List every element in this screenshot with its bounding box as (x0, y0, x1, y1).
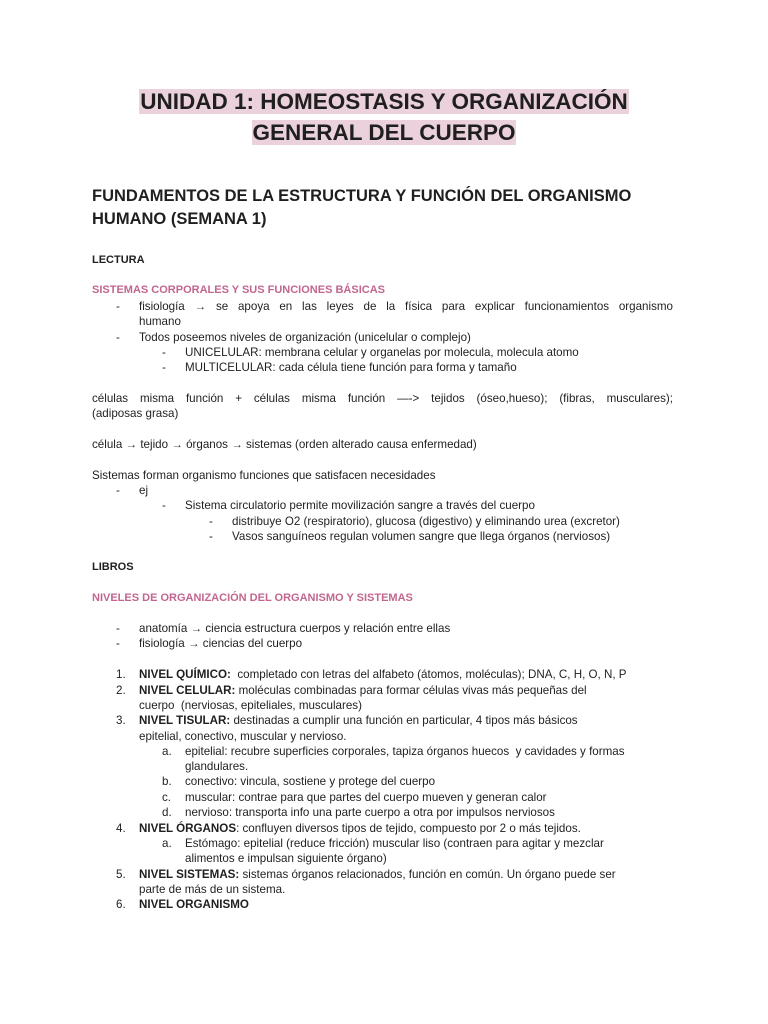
list-number: 5. (116, 868, 126, 881)
lectura-label: LECTURA (92, 254, 145, 266)
level-sistemas (139, 867, 616, 882)
list-item-fisiologia-line-2: humano (139, 315, 181, 328)
tissue-nervioso: nervioso: transporta info una parte cuerpo a otra por impulsos nerviosos (185, 806, 555, 819)
title-line-1: UNIDAD 1: HOMEOSTASIS Y ORGANIZACIÓN (140, 89, 628, 114)
bullet-marker: - (209, 530, 213, 543)
level-tisular-text: destinadas a cumplir una función en particular, 4 tipos más básicos (230, 714, 578, 727)
bullet-marker: - (162, 499, 166, 512)
bullet-marker: - (116, 300, 120, 313)
level-sistemas-line-2: parte de más de un sistema. (139, 883, 286, 896)
bullet-marker: - (162, 361, 166, 374)
level-celular-text: moléculas combinadas para formar células vivas más pequeñas del (235, 684, 587, 697)
organ-estomago-line-1: Estómago: epitelial (reduce fricción) muscular liso (contraen para agitar y mezclar (185, 837, 604, 850)
organ-estomago-line-2: alimentos e impulsan siguiente órgano) (185, 852, 387, 865)
document-title (0, 86, 768, 148)
level-celular-title: NIVEL CELULAR: (139, 684, 236, 697)
list-item-niveles: Todos poseemos niveles de organización (unicelular o complejo) (139, 331, 471, 344)
level-organismo-title: NIVEL ORGANISMO (139, 898, 249, 911)
list-item-fisiologia-line-1: fisiología → se apoya en las leyes de la física para explicar funcionamientos organismo (139, 300, 673, 313)
level-tisular-title: NIVEL TISULAR: (139, 714, 231, 727)
title-line-2: GENERAL DEL CUERPO (252, 120, 516, 145)
level-organos (139, 821, 581, 836)
level-celular-line-2: cuerpo (nerviosas, epiteliales, musculares) (139, 699, 362, 712)
tissue-conectivo: conectivo: vincula, sostiene y protege del cuerpo (185, 775, 436, 788)
level-tisular (139, 713, 578, 728)
tissue-muscular: muscular: contrae para que partes del cuerpo mueven y generan calor (185, 791, 547, 804)
tissue-epitelial-line-1: epitelial: recubre superficies corporales, tapiza órganos huecos y cavidades y formas (185, 745, 625, 758)
bullet-marker: - (162, 346, 166, 359)
list-number: 3. (116, 714, 126, 727)
level-celular (139, 683, 587, 698)
tissue-epitelial-line-2: glandulares. (185, 760, 249, 773)
section-heading (92, 185, 692, 231)
libros-label: LIBROS (92, 561, 134, 573)
level-sistemas-title: NIVEL SISTEMAS: (139, 868, 240, 881)
level-organos-text: : confluyen diversos tipos de tejido, compuesto por 2 o más tejidos. (236, 822, 581, 835)
list-number: 6. (116, 898, 126, 911)
section-heading-line-1: FUNDAMENTOS DE LA ESTRUCTURA Y FUNCIÓN DEL ORGANISMO (92, 187, 632, 205)
list-item-anatomia: anatomía → ciencia estructura cuerpos y relación entre ellas (139, 622, 451, 635)
level-organos-title: NIVEL ÓRGANOS (139, 822, 237, 835)
list-item-unicelular: UNICELULAR: membrana celular y organelas por molecula, molecula atomo (185, 346, 579, 359)
list-number: 4. (116, 822, 126, 835)
bullet-marker: - (116, 622, 120, 635)
paragraph-tejidos-line-1: células misma función + células misma función —-> tejidos (óseo,hueso); (fibras, musculares); (92, 392, 673, 405)
paragraph-sistemas: Sistemas forman organismo funciones que satisfacen necesidades (92, 469, 436, 482)
list-item-multicelular: MULTICELULAR: cada célula tiene función para forma y tamaño (185, 361, 517, 374)
list-item-fisiologia: fisiología → ciencias del cuerpo (139, 637, 303, 650)
list-letter: d. (162, 806, 172, 819)
level-sistemas-text: sistemas órganos relacionados, función en común. Un órgano puede ser (239, 868, 616, 881)
list-item-distribuye: distribuye O2 (respiratorio), glucosa (digestivo) y eliminando urea (excretor) (232, 515, 620, 528)
level-tisular-line-2: epitelial, conectivo, muscular y nervioso. (139, 730, 347, 743)
bullet-marker: - (116, 637, 120, 650)
lectura-subheading: SISTEMAS CORPORALES Y SUS FUNCIONES BÁSICAS (92, 284, 385, 296)
bullet-marker: - (209, 515, 213, 528)
list-item-vasos: Vasos sanguíneos regulan volumen sangre que llega órganos (nerviosos) (232, 530, 611, 543)
list-letter: a. (162, 745, 172, 758)
list-letter: c. (162, 791, 172, 804)
level-quimico (139, 667, 627, 682)
list-item-circulatorio: Sistema circulatorio permite movilización sangre a través del cuerpo (185, 499, 535, 512)
list-item-ej: ej (139, 484, 149, 497)
section-heading-line-2: HUMANO (SEMANA 1) (92, 210, 267, 228)
list-number: 2. (116, 684, 126, 697)
level-organismo (139, 897, 249, 912)
list-number: 1. (116, 668, 126, 681)
paragraph-tejidos-line-2: (adiposas grasa) (92, 407, 179, 420)
bullet-marker: - (116, 331, 120, 344)
paragraph-jerarquia: célula → tejido → órganos → sistemas (orden alterado causa enfermedad) (92, 438, 477, 451)
level-quimico-title: NIVEL QUÍMICO: (139, 668, 231, 681)
bullet-marker: - (116, 484, 120, 497)
level-quimico-text: completado con letras del alfabeto (átomos, moléculas); DNA, C, H, O, N, P (230, 668, 627, 681)
libros-subheading: NIVELES DE ORGANIZACIÓN DEL ORGANISMO Y SISTEMAS (92, 592, 413, 604)
list-letter: a. (162, 837, 172, 850)
list-letter: b. (162, 775, 172, 788)
